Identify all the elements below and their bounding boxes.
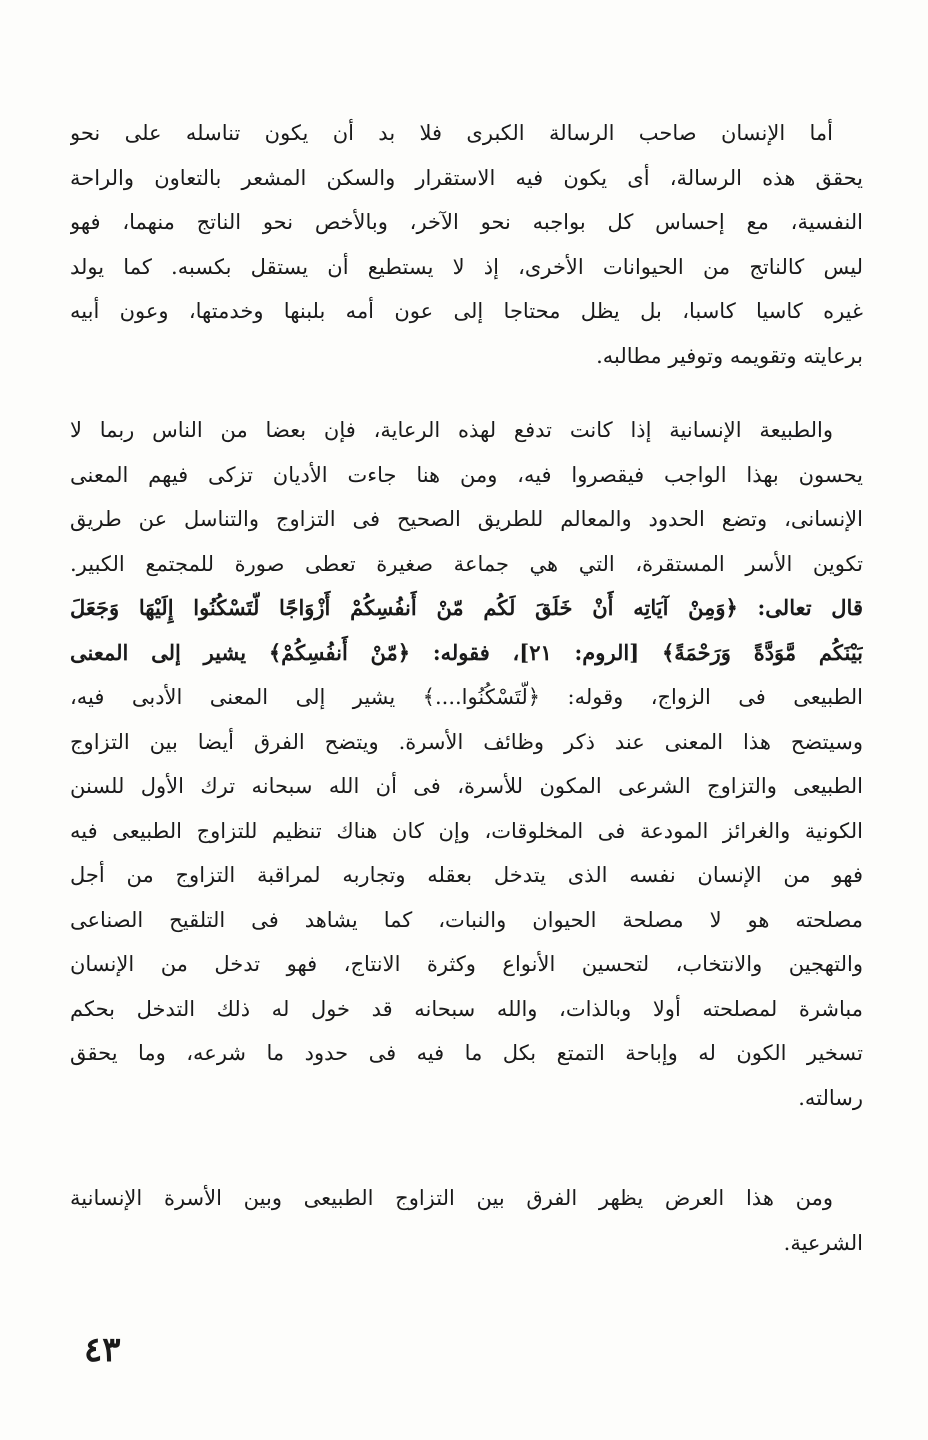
- text-line: مصلحته هو لا مصلحة الحيوان والنبات، كما يشاهد فى التلقيح الصناعى: [70, 907, 863, 932]
- text-line: الشرعية.: [783, 1230, 863, 1255]
- text-line: والطبيعة الإنسانية إذا كانت تدفع لهذه الرعاية، فإن بعضا من الناس ربما لا: [70, 418, 833, 442]
- text-line: تكوين الأسر المستقرة، التي هي جماعة صغيرة تعطى صورة للمجتمع الكبير.: [70, 551, 863, 576]
- paragraph-1: [70, 111, 863, 378]
- text-line: مباشرة لمصلحته أولا وبالذات، والله سبحانه قد خول له ذلك التدخل بحكم: [70, 996, 863, 1021]
- text-line: غيره كاسيا كاسبا، بل يظل محتاجا إلى عون أمه بلبنها وخدمتها، وعون أبيه: [70, 299, 863, 323]
- text-line: برعايته وتقويمه وتوفير مطالبه.: [596, 343, 863, 368]
- page-number: ٤٣: [84, 1330, 121, 1370]
- paragraph-2: [70, 408, 863, 1120]
- text-line: الكونية والغرائز المودعة فى المخلوقات، وإن كان هناك تنظيم للتزاوج الطبيعى فيه: [70, 818, 863, 843]
- text-line: يحقق هذه الرسالة، أى يكون فيه الاستقرار والسكن المشعر بالتعاون والراحة: [70, 165, 863, 190]
- text-line: الطبيعى فى الزواج، وقوله: ﴿لّتَسْكُنُوا....﴾ يشير إلى المعنى الأدبى فيه،: [70, 685, 863, 709]
- text-line: ليس كالناتج من الحيوانات الأخرى، إذ لا يستطيع أن يستقل بكسبه. كما يولد: [70, 254, 863, 279]
- verse-line: قال تعالى: ﴿وَمِنْ آيَاتِه أَنْ خَلَقَ لَكُم مّنْ أَنفُسِكُمْ أَزْوَاجًا لّتَسْكُنُوا إِلَيْهَا وَجَعَلَ: [70, 595, 863, 620]
- text-line: النفسية، مع إحساس كل بواجبه نحو الآخر، وبالأخص نحو الناتج منهما، فهو: [70, 210, 863, 234]
- text-line: ومن هذا العرض يظهر الفرق بين التزاوج الطبيعى وبين الأسرة الإنسانية: [70, 1186, 833, 1210]
- text-line: وسيتضح هذا المعنى عند ذكر وظائف الأسرة. ويتضح الفرق أيضا بين التزاوج: [70, 729, 863, 754]
- text-line: الطبيعى والتزاوج الشرعى المكون للأسرة، فى أن الله سبحانه ترك الأول للسنن: [70, 774, 863, 798]
- text-line: يحسون بهذا الواجب فيقصروا فيه، ومن هنا جاءت الأديان تزكى فيهم المعنى: [70, 462, 863, 487]
- text-line: والتهجين والانتخاب، لتحسين الأنواع وكثرة الانتاج، فهو تدخل من الإنسان: [70, 952, 863, 976]
- paragraph-3: [70, 1176, 863, 1265]
- text-line: أما الإنسان صاحب الرسالة الكبرى فلا بد أن يكون تناسله على نحو: [70, 121, 833, 145]
- text-line: الإنسانى، وتضع الحدود والمعالم للطريق الصحيح فى التزاوج والتناسل عن طريق: [70, 507, 863, 531]
- text-line: رسالته.: [798, 1085, 863, 1110]
- text-line: فهو من الإنسان نفسه الذى يتدخل بعقله وتجاربه لمراقبة التزاوج من أجل: [70, 863, 863, 887]
- text-line: تسخير الكون له وإباحة التمتع بكل ما فيه فى حدود ما شرعه، وما يحقق: [70, 1041, 863, 1065]
- verse-line: بَيْنَكُم مَّوَدَّةً وَرَحْمَةً﴾ [الروم: ٢١]، فقوله: ﴿مّنْ أَنفُسِكُمْ﴾ يشير إلى المعنى: [70, 639, 863, 665]
